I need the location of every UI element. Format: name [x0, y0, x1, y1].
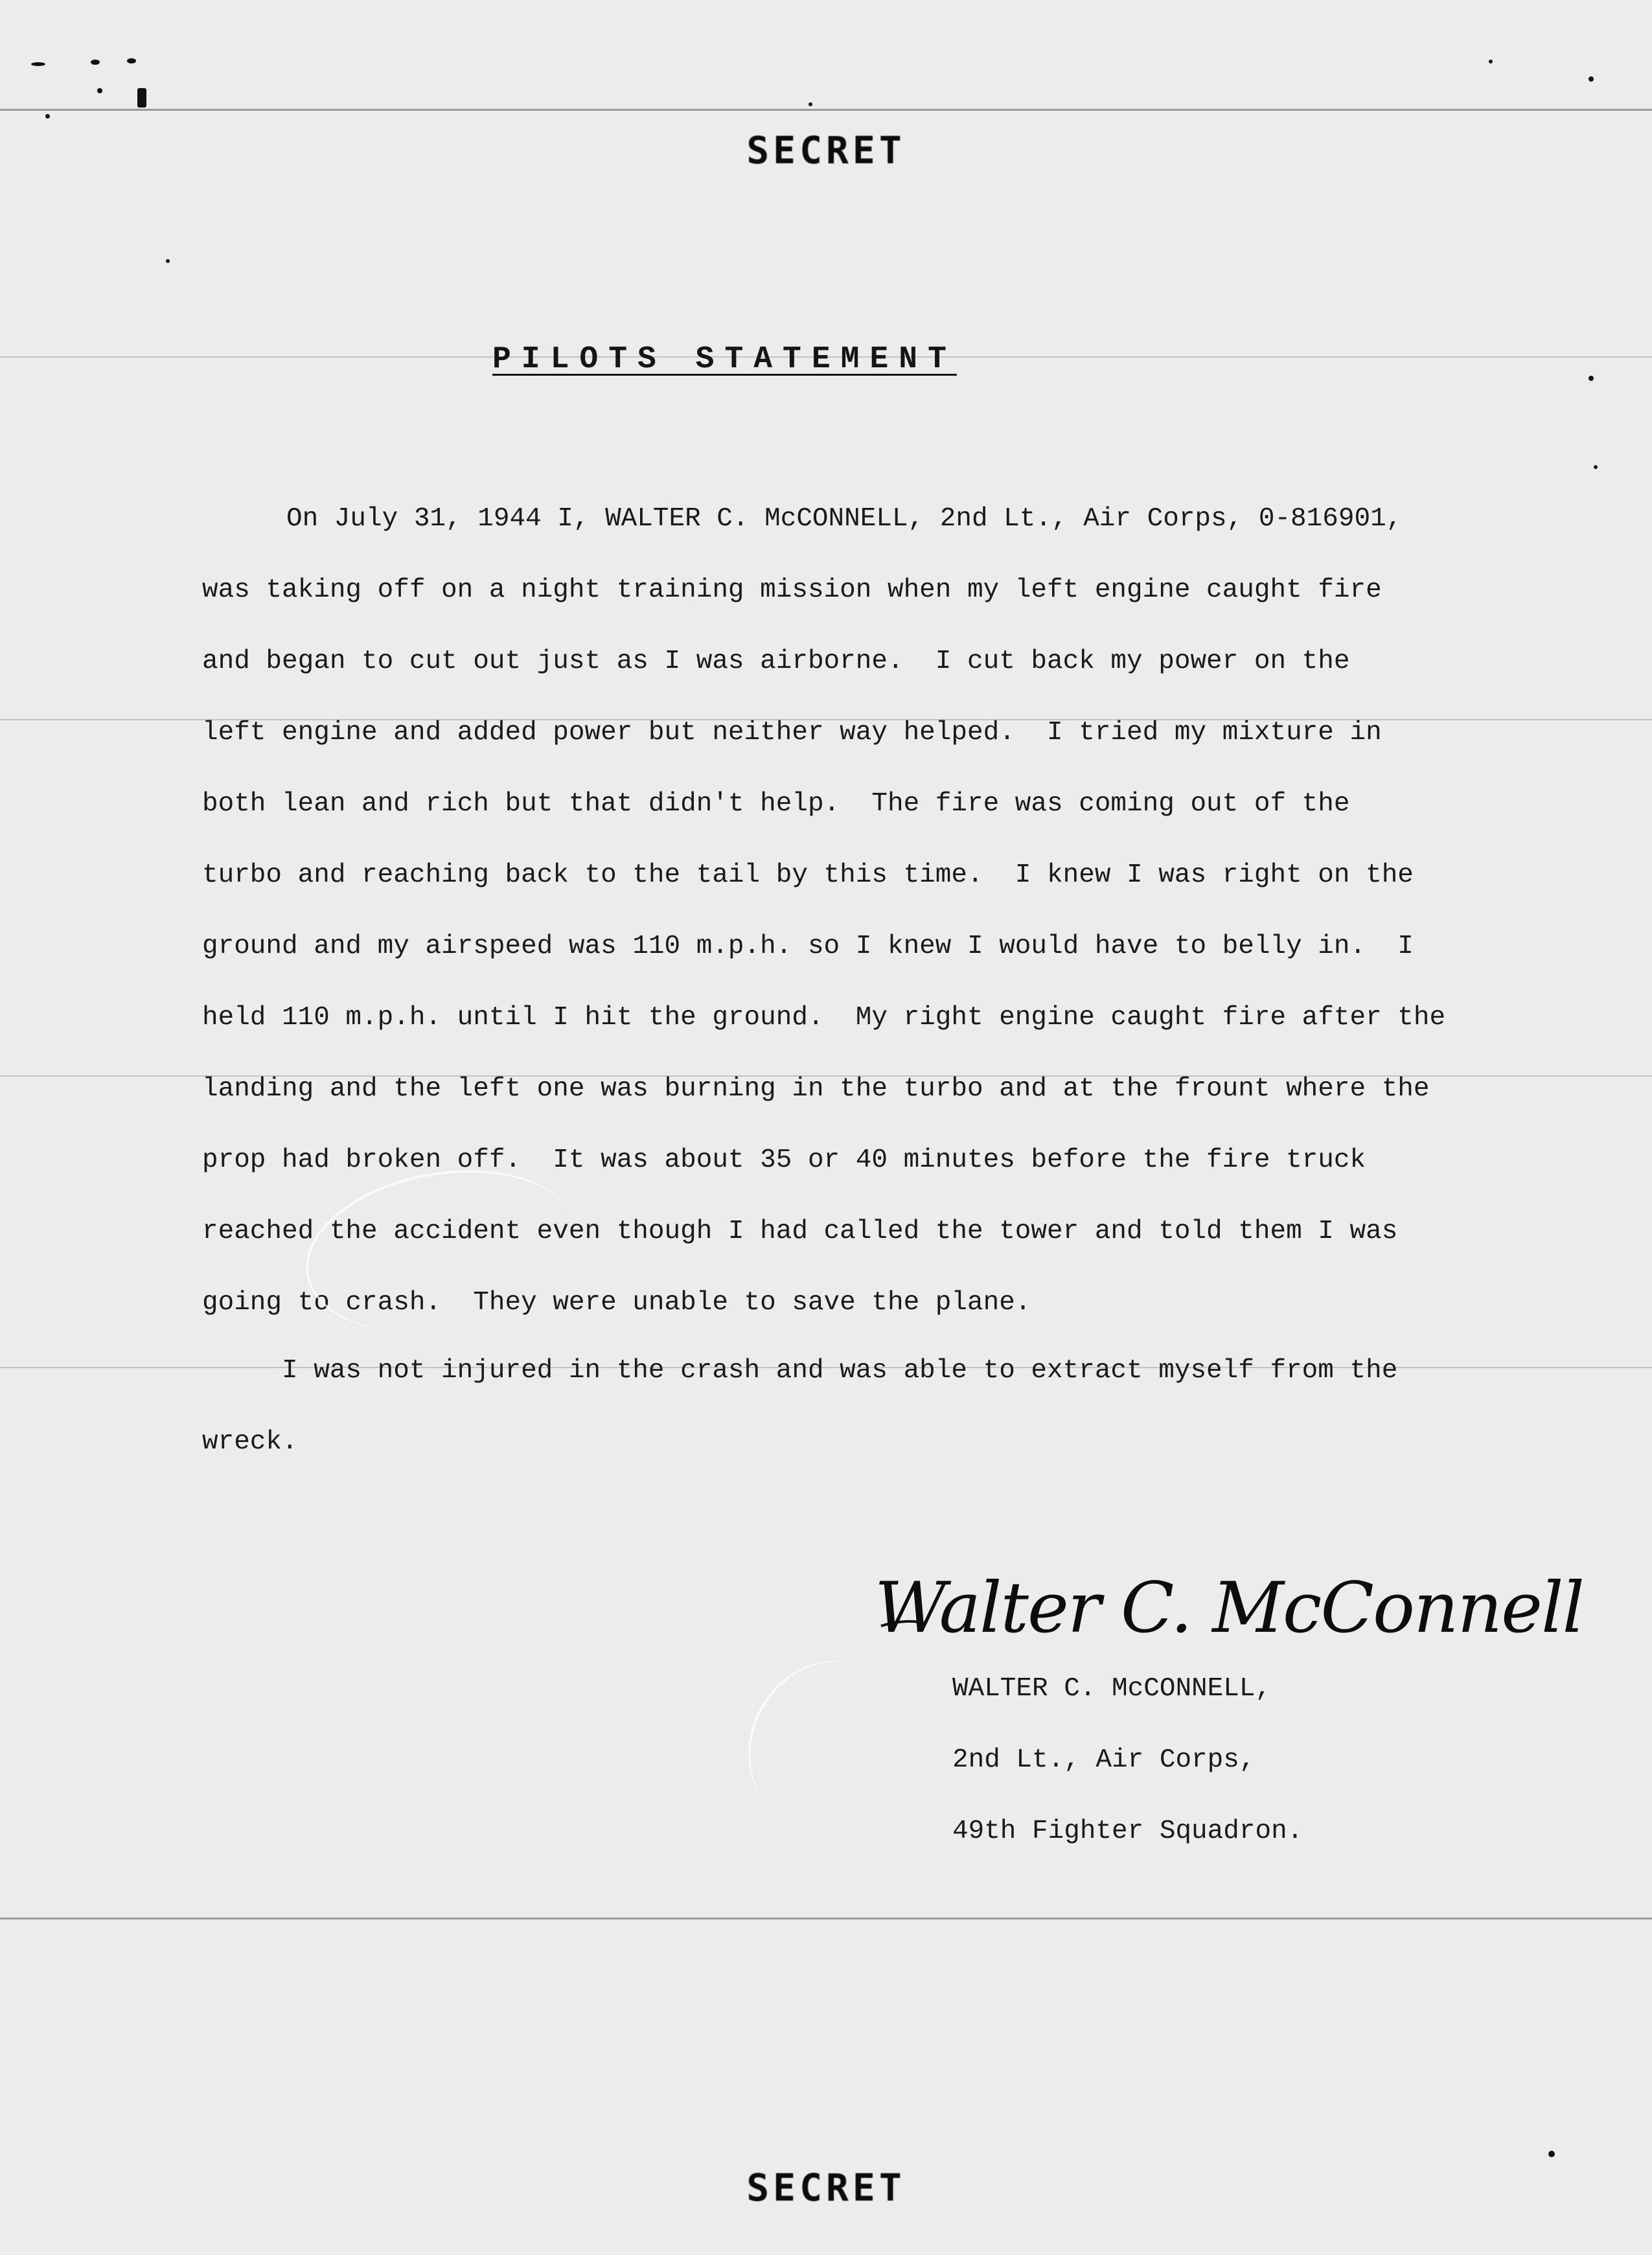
- ink-speck: [809, 102, 812, 106]
- classification-footer: SECRET: [746, 2166, 906, 2210]
- ink-speck: [1489, 60, 1493, 63]
- paragraph-line: was taking off on a night training mission when my left engine caught fire: [202, 575, 1382, 605]
- document-title: PILOTS STATEMENT: [492, 342, 957, 377]
- paragraph-line: held 110 m.p.h. until I hit the ground. My right engine caught fire after the: [202, 1003, 1446, 1033]
- ink-speck: [1589, 76, 1594, 82]
- ink-speck: [166, 259, 170, 263]
- ink-speck: [97, 88, 102, 93]
- ink-speck: [91, 60, 100, 65]
- paragraph-line: ground and my airspeed was 110 m.p.h. so I knew I would have to belly in. I: [202, 932, 1414, 961]
- paragraph-line: I was not injured in the crash and was able to extract myself from the: [202, 1356, 1398, 1386]
- paragraph-line: reached the accident even though I had called the tower and told them I was: [202, 1217, 1398, 1246]
- signer-rank: 2nd Lt., Air Corps,: [952, 1745, 1256, 1775]
- paragraph-line: On July 31, 1944 I, WALTER C. McCONNELL, 2nd Lt., Air Corps, 0-816901,: [286, 504, 1403, 534]
- paragraph-line: both lean and rich but that didn't help. The fire was coming out of the: [202, 789, 1350, 819]
- signer-unit: 49th Fighter Squadron.: [952, 1816, 1303, 1846]
- paragraph-line: turbo and reaching back to the tail by this time. I knew I was right on the: [202, 860, 1414, 890]
- signer-name: WALTER C. McCONNELL,: [952, 1674, 1272, 1704]
- paragraph-line: landing and the left one was burning in the turbo and at the frount where the: [202, 1074, 1430, 1104]
- ink-speck: [45, 114, 50, 119]
- ink-speck: [127, 58, 136, 63]
- ink-speck: [31, 62, 45, 66]
- ink-speck: [1548, 2151, 1555, 2157]
- paragraph-line: and began to cut out just as I was airborne. I cut back my power on the: [202, 647, 1350, 676]
- ink-speck: [1594, 465, 1598, 469]
- paragraph-line: going to crash. They were unable to save the plane.: [202, 1288, 1031, 1318]
- signature-script: Walter C. McConnell: [875, 1568, 1584, 1649]
- classification-header: SECRET: [746, 128, 906, 172]
- paragraph-line: left engine and added power but neither way helped. I tried my mixture in: [202, 718, 1382, 748]
- paragraph-line: prop had broken off. It was about 35 or 40 minutes before the fire truck: [202, 1145, 1366, 1175]
- statement-paragraph-2: [202, 1335, 1601, 1478]
- signature-block: [952, 1653, 1303, 1867]
- paragraph-line: wreck.: [202, 1427, 298, 1457]
- paper-rule: [0, 109, 1652, 111]
- ink-speck: [1589, 376, 1594, 381]
- ink-speck: [137, 88, 146, 108]
- paper-rule: [0, 1917, 1652, 1919]
